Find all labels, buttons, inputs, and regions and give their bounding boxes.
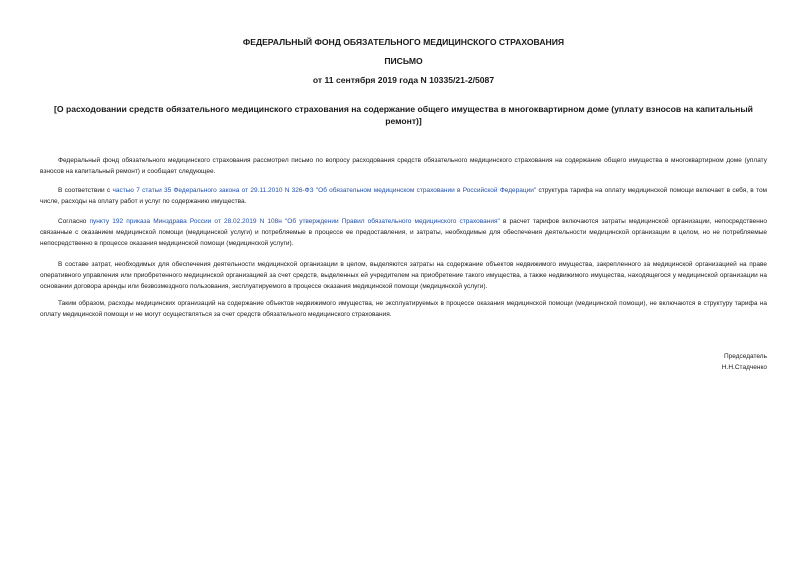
- signature-title: Председатель: [723, 353, 767, 360]
- paragraph-law-reference: [40, 185, 767, 207]
- paragraph-text: В соответствии с: [58, 187, 113, 194]
- order-108n-link[interactable]: пункту 192 приказа Минздрава России от 28.02.2019 N 108н "Об утверждении Правил обязательного медицинского страхования": [89, 218, 500, 225]
- paragraph-order-reference: [40, 216, 767, 249]
- paragraph-text: Согласно: [58, 218, 90, 225]
- document-date-number: от 11 сентября 2019 года N 10335/21-2/5087: [312, 75, 495, 85]
- paragraph-intro: Федеральный фонд обязательного медицинского страхования рассмотрел письмо по вопросу расходования средств обязательного медицинского страхования на содержание общего имущества в многоквартирном доме (уплату взносов на капитальный ремонт) и сообщает следующее.: [40, 157, 767, 175]
- organization-title: ФЕДЕРАЛЬНЫЙ ФОНД ОБЯЗАТЕЛЬНОГО МЕДИЦИНСКОГО СТРАХОВАНИЯ: [242, 37, 565, 47]
- document-subject: [О расходовании средств обязательного медицинского страхования на содержание общего имущества в многоквартирном доме (уплату взносов на капитальный ремонт)]: [54, 104, 753, 126]
- paragraph-text: в расчет тарифов включаются затраты медицинской организации, непосредственно связанные с оказанием медицинской помощи (медицинской услуги) и потребляемые в процессе ее предоставления, и затраты, необходимые для обеспечения деятельности медицинской организации в целом, но не потребляемые непосредственно в процессе оказания медицинской помощи (медицинской услуги).: [40, 218, 767, 247]
- paragraph-text: структура тарифа на оплату медицинской помощи включает в себя, в том числе, расходы на оплату работ и услуг по содержанию имущества.: [40, 187, 768, 205]
- paragraph-conclusion: Таким образом, расходы медицинских организаций на содержание объектов недвижимого имущества, не эксплуатируемых в процессе оказания медицинской помощи (медицинской помощи), не включаются в структуру тарифа на оплату медицинской помощи и не могут осуществляться за счет средств обязательного медицинского страхования.: [40, 300, 767, 318]
- document-type: ПИСЬМО: [384, 56, 423, 66]
- law-326-fz-link[interactable]: частью 7 статьи 35 Федерального закона от 29.11.2010 N 326-ФЗ "Об обязательном медицинском страховании в Российской Федерации": [112, 187, 537, 194]
- paragraph-costs: В составе затрат, необходимых для обеспечения деятельности медицинской организации в целом, выделяются затраты на содержание объектов недвижимого имущества, закрепленного за медицинской организацией на праве оперативного управления или приобретенного медицинской организацией за счет средств, выделенных ей учредителем на приобретение такого имущества, а также недвижимого имущества, находящегося у медицинской организации на основании договора аренды или безвозмездного пользования, эксплуатируемого в процессе оказания медицинской помощи (медицинской услуги).: [40, 261, 767, 290]
- signature-name: Н.Н.Стадченко: [721, 364, 767, 371]
